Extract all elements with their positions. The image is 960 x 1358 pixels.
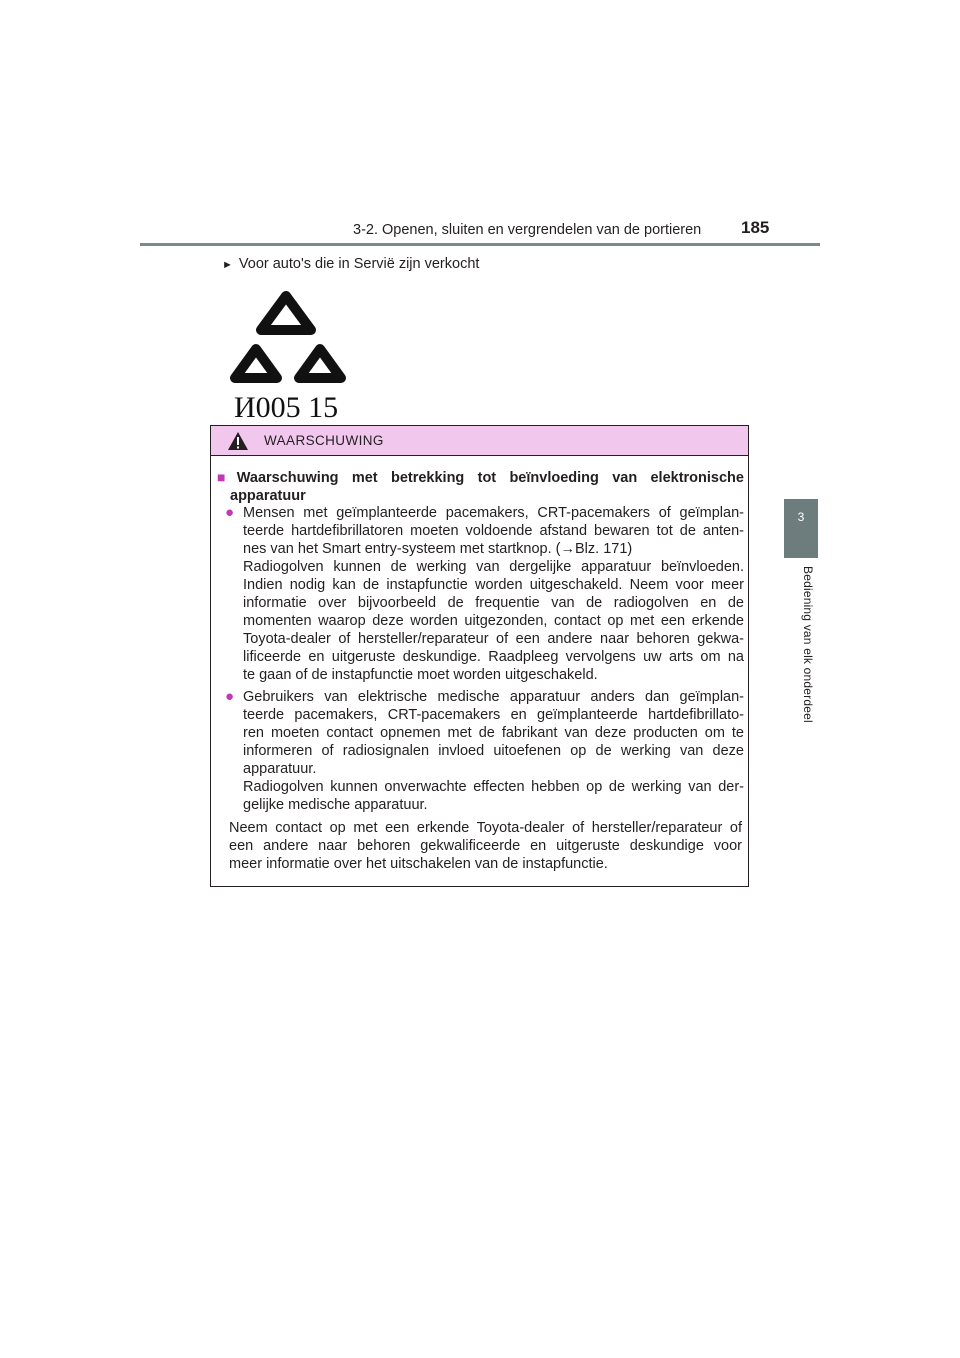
mark-code: И005 15 bbox=[234, 391, 339, 420]
section-title: 3-2. Openen, sluiten en vergrendelen van de portieren bbox=[353, 222, 702, 238]
chapter-tab: 3 bbox=[784, 499, 818, 558]
bullet-icon: ● bbox=[225, 688, 235, 705]
warning-header bbox=[211, 426, 748, 456]
arrow-icon: ► bbox=[222, 259, 233, 271]
approval-mark bbox=[228, 285, 360, 420]
bullet-icon: ● bbox=[225, 504, 235, 521]
bullet-item-medical-equipment: ● Gebruikers van elektrische medische apparatuur anders dan geïmplan- teerde pacemakers, CRT-pacemakers en geïmplanteerde hartdefibrillato- ren moeten contact opnemen met de fabrikant van deze producten om te informeren of radiosignalen invloed uitoefenen op de werking van deze apparatuur. Radiogolven kunnen onverwachte effecten hebben op de werking van der- gelijke medische apparatuur. bbox=[225, 688, 744, 813]
intro-text: Voor auto's die in Servië zijn verkocht bbox=[238, 256, 480, 272]
warning-icon bbox=[227, 431, 249, 451]
warning-box bbox=[210, 425, 749, 887]
intro-line bbox=[222, 256, 479, 272]
bullet-item-pacemaker: ● Mensen met geïmplanteerde pacemakers, CRT-pacemakers of geïmplan- teerde hartdefibrillatoren moeten voldoende afstand bewaren tot de anten- nes van het Smart entry-systeem met startknop. (→Blz. 171) Radiogolven kunnen de werking van dergelijke apparatuur beïnvloeden. Indien nodig kan de instapfunctie worden uitgeschakeld. Neem voor meer informatie over bijvoorbeeld de frequentie van de radiogolven en de momenten waarop deze worden uitgezonden, contact op met een erkende Toyota-dealer of hersteller/reparateur of een andere naar behoren gekwa- lificeerde en uitgeruste deskundige. Raadpleeg vervolgens uw arts om na te gaan of de instapfunctie moet worden uitgeschakeld. bbox=[225, 504, 744, 683]
closing-paragraph: Neem contact op met een erkende Toyota-dealer of hersteller/reparateur of een andere naar behoren gekwalificeerde en uitgeruste deskundige voor meer informatie over het uitschakelen van de instapfunctie. bbox=[229, 820, 742, 872]
square-bullet-icon: ■ bbox=[217, 469, 235, 485]
page-number: 185 bbox=[741, 218, 770, 237]
chapter-label: Bediening van elk onderdeel bbox=[801, 566, 815, 723]
warning-title: WAARSCHUWING bbox=[264, 433, 384, 448]
header-rule bbox=[140, 243, 820, 246]
section-heading: ■ Waarschuwing met betrekking tot beïnvloeding van elektronische apparatuur bbox=[217, 469, 744, 504]
mark-triangle-right bbox=[299, 349, 341, 378]
mark-triangle-top bbox=[261, 296, 311, 330]
mark-triangle-left bbox=[235, 349, 277, 378]
